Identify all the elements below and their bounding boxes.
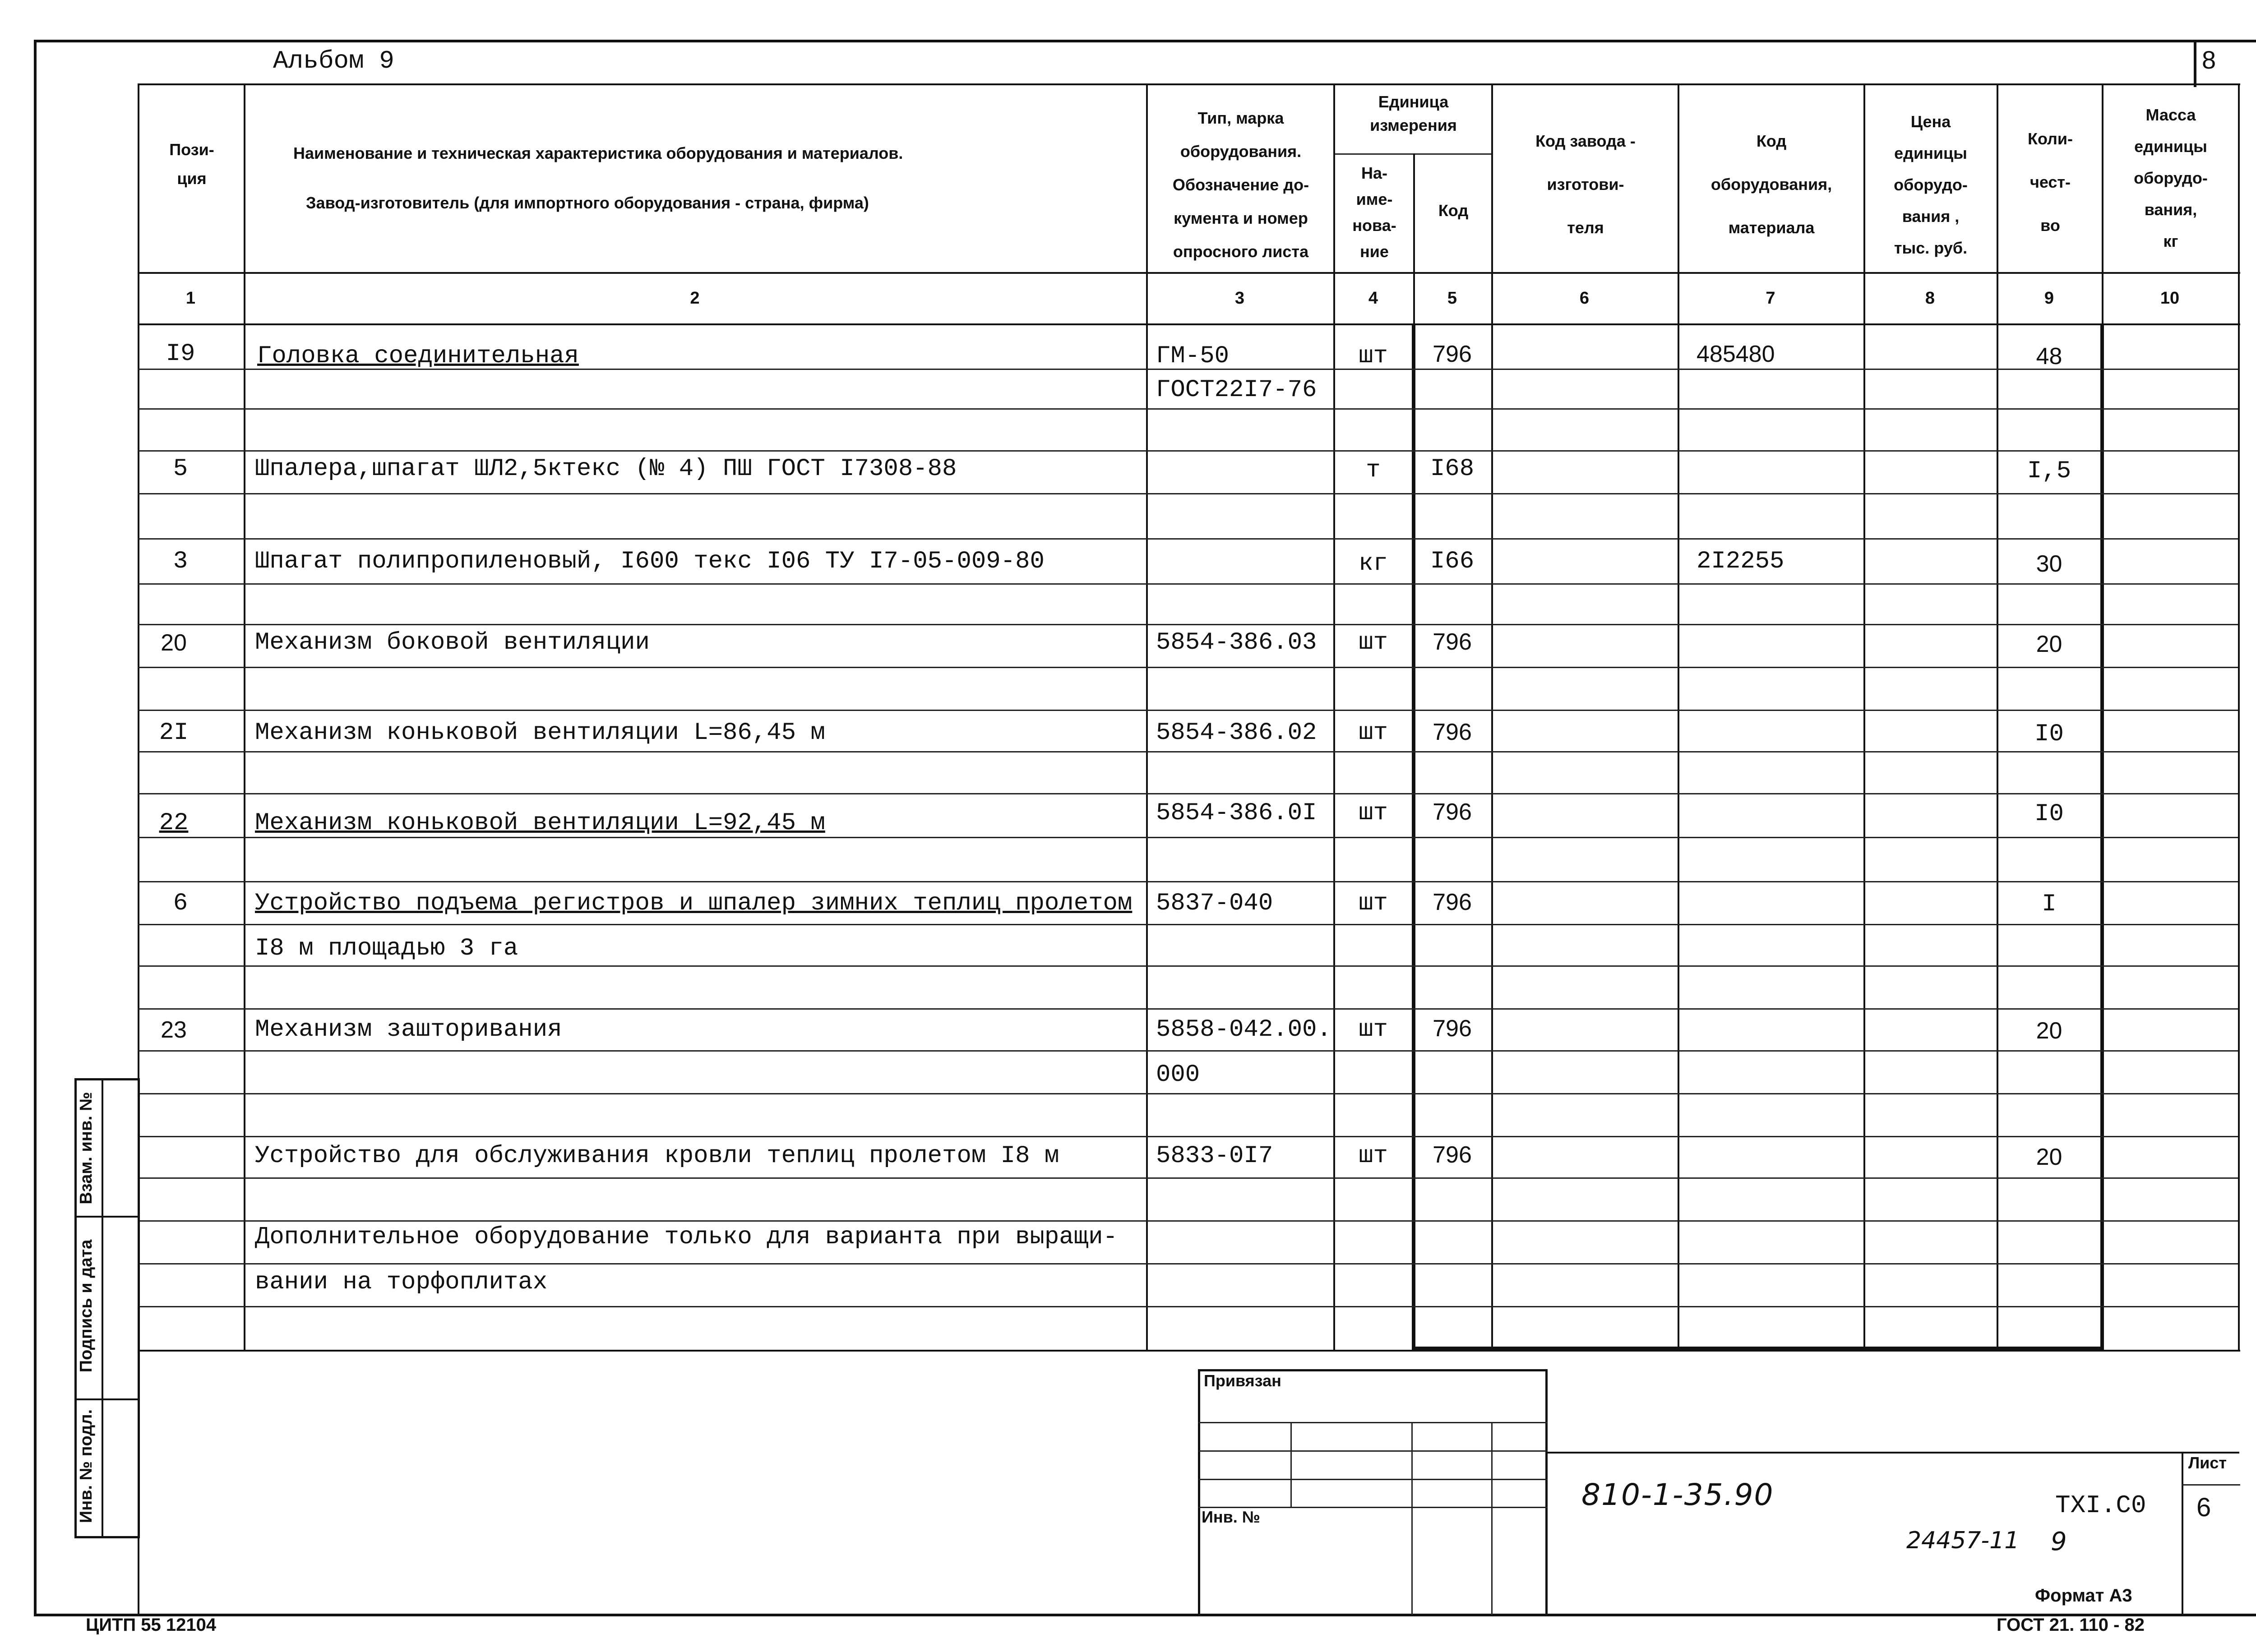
handwritten-number: 24457-11 [1906,1527,2020,1554]
row-name: Механизм боковой вентиляции [255,629,650,656]
row-line [138,538,2238,540]
row-line [138,1177,2238,1179]
column-number: 3 [1234,289,1245,308]
row-doc: ГМ-50 [1156,342,1230,370]
row-doc: 5854-386.03 [1156,629,1317,656]
column-number: 8 [1925,289,1935,308]
row-unit: шт [1359,1142,1388,1170]
row-line [138,710,2238,711]
column-number: 2 [690,289,700,308]
row-position: 3 [173,548,188,575]
row-line [138,1093,2238,1094]
heavy-box-bottom [1412,1347,2104,1350]
header-col10: Масса единицы оборудо- вания, кг [2134,106,2208,250]
row-unit: кг [1359,550,1388,577]
header-col2: Наименование и техническая характеристика оборудования и материалов. Завод-изготовитель (для импортного оборудования - страна, фирма) [293,144,903,212]
row-position: 6 [173,890,188,917]
row-doc: 5854-386.0I [1156,799,1317,827]
side-label-signature-date: Подпись и дата [77,1239,96,1373]
handwritten-digit: 9 [2051,1527,2067,1556]
row-qty: 20 [2036,1018,2062,1044]
row-name: Шпалера,шпагат ШЛ2,5ктекс (№ 4) ПШ ГОСТ I7308-88 [255,455,957,483]
row-unit: шт [1359,890,1388,917]
sheet-box-line [2182,1452,2183,1614]
colnum-bottom-line [138,323,2240,325]
row-line [138,1050,2238,1052]
row-qty: I0 [2034,720,2064,748]
row-line [138,1136,2238,1137]
stamp-vline [1411,1422,1413,1615]
row-doc: 5858-042.00. [1156,1016,1331,1043]
footer-left: ЦИТП 55 12104 [86,1615,217,1635]
row-position: 23 [161,1017,187,1043]
row-equip-code: 2I2255 [1697,548,1784,575]
row-doc: 000 [1156,1061,1200,1089]
row-name: I8 м площадью 3 га [255,935,518,962]
header-col8: Цена единицы оборудо- вания , тыс. руб. [1894,112,1968,257]
title-block-line [1547,1452,2239,1454]
col-line-10 [2238,83,2240,1351]
row-name: Устройство для обслуживания кровли теплиц пролетом I8 м [255,1142,1059,1170]
header-col4: На- име- нова- ние [1352,164,1396,261]
column-number: 5 [1447,289,1457,308]
sheet-box-line [2182,1484,2240,1486]
stamp-line [1198,1422,1548,1423]
column-number: 1 [185,289,196,308]
row-name: вании на торфоплитах [255,1269,548,1296]
row-line [138,924,2238,925]
frame-bottom [34,1614,2256,1616]
side-label-replace-inv: Взам. инв. № [77,1092,96,1204]
stamp-privyazan-box [1198,1369,1548,1615]
page-number-box [2194,40,2196,87]
row-qty: 20 [2036,631,2062,657]
stamp-privyazan: Привязан [1204,1371,1281,1390]
row-code: 796 [1433,799,1472,825]
row-line [138,583,2238,585]
row-code: 796 [1433,1142,1472,1168]
row-code: 796 [1433,341,1472,367]
row-position: 22 [159,809,189,837]
column-number: 7 [1766,289,1775,308]
page-number: 8 [2202,46,2216,74]
header-col6: Код завода - изготови- теля [1535,132,1636,237]
row-name: Головка соединительная [257,342,579,370]
row-code: 796 [1433,719,1472,745]
row-doc: 5854-386.02 [1156,719,1317,747]
stamp-line [1198,1450,1548,1452]
row-position: I9 [166,340,195,368]
column-number: 10 [2160,289,2180,308]
row-unit: шт [1359,629,1388,656]
column-number: 9 [2044,289,2054,308]
row-unit: шт [1359,342,1388,370]
row-code: 796 [1433,1015,1472,1042]
stamp-sheet-label: Лист [2188,1454,2227,1472]
row-line [138,667,2238,668]
row-doc: 5833-0I7 [1156,1142,1273,1170]
row-equip-code: 485480 [1697,341,1775,367]
row-unit: шт [1359,799,1388,827]
row-line [138,1306,2238,1307]
column-number: 6 [1579,289,1590,308]
row-code: 796 [1433,629,1472,655]
row-unit: т [1366,457,1381,484]
row-code: I68 [1430,455,1475,483]
side-strip-line [74,1216,140,1218]
row-position: 2I [159,719,189,747]
row-line [138,751,2238,752]
row-qty: I,5 [2027,457,2071,485]
table-top-line [138,83,2240,85]
format-label: Формат А3 [2035,1586,2132,1606]
unit-subheader-line [1333,153,1491,155]
stamp-sheet-code: ТХI.С0 [2055,1491,2146,1520]
stamp-vline [1491,1422,1493,1615]
row-name: Механизм коньковой вентиляции L=92,45 м [255,809,825,837]
row-code: 796 [1433,889,1472,915]
row-line [138,408,2238,410]
row-qty: I0 [2034,800,2064,828]
header-col7: Код оборудования, материала [1710,132,1832,237]
header-col1: Пози- ция [169,140,214,188]
row-line [138,793,2238,794]
row-name: Устройство подъема регистров и шпалер зимних теплиц пролетом [255,890,1133,917]
column-number: 4 [1368,289,1378,308]
header-col5: Код [1438,201,1469,220]
row-line [138,493,2238,494]
row-code: I66 [1430,548,1475,575]
row-name: Шпагат полипропиленовый, I600 текс I06 ТУ I7-05-009-80 [255,548,1045,575]
stamp-sheet-number: 6 [2196,1493,2211,1522]
row-qty: I [2042,891,2057,918]
row-qty: 20 [2036,1144,2062,1170]
stamp-line [1198,1479,1548,1480]
row-unit: шт [1359,1016,1388,1043]
row-name: Механизм коньковой вентиляции L=86,45 м [255,719,825,747]
row-position: 20 [161,630,187,656]
footer-right: ГОСТ 21. 110 - 82 [1997,1615,2145,1635]
row-position: 5 [173,455,188,483]
row-name: Механизм зашторивания [255,1016,562,1043]
stamp-vline [1290,1422,1292,1507]
stamp-designation: 810-1-35.90 [1581,1477,1774,1512]
header-col9: Коли- чест- во [2027,129,2073,235]
side-strip-divider [102,1078,103,1538]
row-doc: 5837-040 [1156,890,1273,917]
row-qty: 48 [2036,343,2062,369]
header-unit: Единица измерения [1370,92,1457,134]
album-label: Альбом 9 [273,46,394,75]
row-name: Дополнительное оборудование только для варианта при выращи- [255,1223,1118,1251]
header-col3: Тип, марка оборудования. Обозначение до- кумента и номер опросного листа [1172,109,1309,261]
row-unit: шт [1359,719,1388,747]
row-doc: ГОСТ22I7-76 [1156,376,1317,404]
row-line [138,1008,2238,1010]
side-label-inv-original: Инв. № подл. [77,1409,96,1523]
stamp-inv-no: Инв. № [1202,1508,1260,1526]
row-line [138,881,2238,882]
row-qty: 30 [2036,551,2062,577]
